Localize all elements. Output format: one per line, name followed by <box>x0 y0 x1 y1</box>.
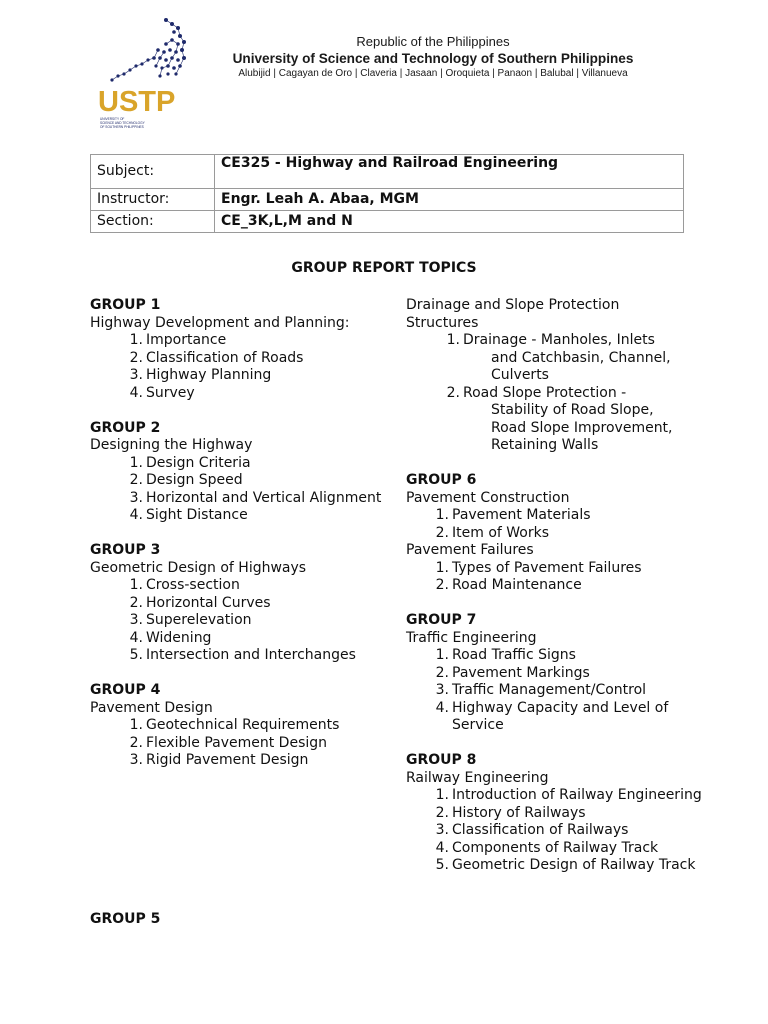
letterhead <box>198 34 668 80</box>
group-5-continuation <box>406 297 706 455</box>
group-1-heading: GROUP 1 <box>90 297 161 313</box>
group-1-topic: Highway Development and Planning: <box>90 314 350 331</box>
list-item: 1. Importance <box>129 332 227 348</box>
list-item: 3. Highway Planning <box>129 367 272 383</box>
instructor-row <box>91 189 684 211</box>
group-8-heading: GROUP 8 <box>406 752 477 768</box>
group-7-list <box>406 647 706 735</box>
group-6-topic-2: Pavement Failures <box>406 542 534 558</box>
group-8-topic: Railway Engineering <box>406 769 549 786</box>
course-info-table <box>90 154 684 233</box>
list-item: 5. Intersection and Interchanges <box>129 647 356 663</box>
svg-text:SCIENCE AND TECHNOLOGY: SCIENCE AND TECHNOLOGY <box>100 121 145 125</box>
list-item: 3. Classification of Railways <box>435 822 629 838</box>
group-8 <box>406 752 706 875</box>
group-2 <box>90 420 390 525</box>
group-8-list <box>406 787 706 875</box>
list-item: 2. Horizontal Curves <box>129 594 271 611</box>
list-item: 2. Flexible Pavement Design <box>129 734 328 751</box>
list-item: 1. Road Traffic Signs <box>435 647 576 663</box>
list-item: 1. Cross-section <box>129 577 240 593</box>
list-item: 2. Road Slope Protection - Stability of Road Slope, Road Slope Improvement, Retaining Walls <box>446 384 673 453</box>
group-3-list <box>90 577 390 665</box>
group-1 <box>90 297 390 402</box>
group-2-topic: Designing the Highway <box>90 437 253 453</box>
group-6-heading: GROUP 6 <box>406 472 477 488</box>
group-2-list <box>90 455 390 525</box>
group-7-topic: Traffic Engineering <box>406 629 537 646</box>
list-item: 2. Pavement Markings <box>435 664 590 681</box>
list-item: 2. Classification of Roads <box>129 349 304 366</box>
list-item: 1. Introduction of Railway Engineering <box>435 787 702 803</box>
group-6-topic-1: Pavement Construction <box>406 489 570 506</box>
republic-line: Republic of the Philippines <box>356 34 510 49</box>
logo-wordmark: USTP <box>98 86 176 118</box>
group-5-topic-line-2: Structures <box>406 314 479 331</box>
subject-label: Subject: <box>91 155 215 189</box>
list-item: 4. Components of Railway Track <box>435 839 659 856</box>
subject-value: CE325 - Highway and Railroad Engineering <box>215 155 684 189</box>
campus-list: Alubijid | Cagayan de Oro | Claveria | Jasaan | Oroquieta | Panaon | Balubal | Villanueva <box>238 68 628 79</box>
ustp-logo <box>96 14 196 134</box>
group-6-list-2 <box>406 560 706 595</box>
list-item: 4. Widening <box>129 629 212 646</box>
ustp-network-logo-icon <box>96 14 196 134</box>
group-3-heading: GROUP 3 <box>90 542 161 558</box>
section-label: Section: <box>91 211 215 233</box>
group-3 <box>90 542 390 665</box>
svg-text:OF SOUTHERN PHILIPPINES: OF SOUTHERN PHILIPPINES <box>100 125 144 129</box>
list-item: 2. History of Railways <box>435 804 586 821</box>
group-5-topic-line-1: Drainage and Slope Protection <box>406 297 620 313</box>
group-4-topic: Pavement Design <box>90 699 213 716</box>
section-row <box>91 211 684 233</box>
list-item: 4. Highway Capacity and Level of Service <box>435 699 669 733</box>
group-5-heading: GROUP 5 <box>90 911 161 927</box>
group-6-list-1 <box>406 507 706 542</box>
list-item: 3. Superelevation <box>129 612 252 628</box>
list-item: 1. Pavement Materials <box>435 507 591 523</box>
list-item: 3. Rigid Pavement Design <box>129 752 309 768</box>
group-7-heading: GROUP 7 <box>406 612 477 628</box>
list-item: 3. Traffic Management/Control <box>435 682 647 698</box>
document-title: GROUP REPORT TOPICS <box>291 260 477 276</box>
group-1-list <box>90 332 390 402</box>
list-item: 1. Drainage - Manholes, Inlets and Catchbasin, Channel, Culverts <box>446 332 671 383</box>
university-name: University of Science and Technology of Southern Philippines <box>232 51 634 66</box>
list-item: 2. Design Speed <box>129 472 243 488</box>
group-2-heading: GROUP 2 <box>90 419 161 436</box>
group-6 <box>406 472 706 595</box>
right-column <box>406 297 706 892</box>
section-value: CE_3K,L,M and N <box>215 211 684 233</box>
list-item: 1. Geotechnical Requirements <box>129 717 340 733</box>
group-4 <box>90 682 390 770</box>
group-4-heading: GROUP 4 <box>90 682 161 698</box>
list-item: 1. Design Criteria <box>129 454 251 471</box>
list-item: 3. Horizontal and Vertical Alignment <box>129 489 382 506</box>
list-item: 4. Sight Distance <box>129 507 248 523</box>
group-3-topic: Geometric Design of Highways <box>90 559 307 576</box>
instructor-value: Engr. Leah A. Abaa, MGM <box>215 189 684 211</box>
subject-row <box>91 155 684 189</box>
group-4-list <box>90 717 390 770</box>
list-item: 1. Types of Pavement Failures <box>435 559 642 576</box>
group-5-list <box>406 332 706 455</box>
instructor-label: Instructor: <box>91 189 215 211</box>
list-item: 2. Road Maintenance <box>435 577 582 593</box>
left-column <box>90 297 390 787</box>
list-item: 2. Item of Works <box>435 524 550 541</box>
group-7 <box>406 612 706 735</box>
list-item: 5. Geometric Design of Railway Track <box>435 857 696 873</box>
svg-text:UNIVERSITY OF: UNIVERSITY OF <box>100 117 125 121</box>
list-item: 4. Survey <box>129 384 195 401</box>
